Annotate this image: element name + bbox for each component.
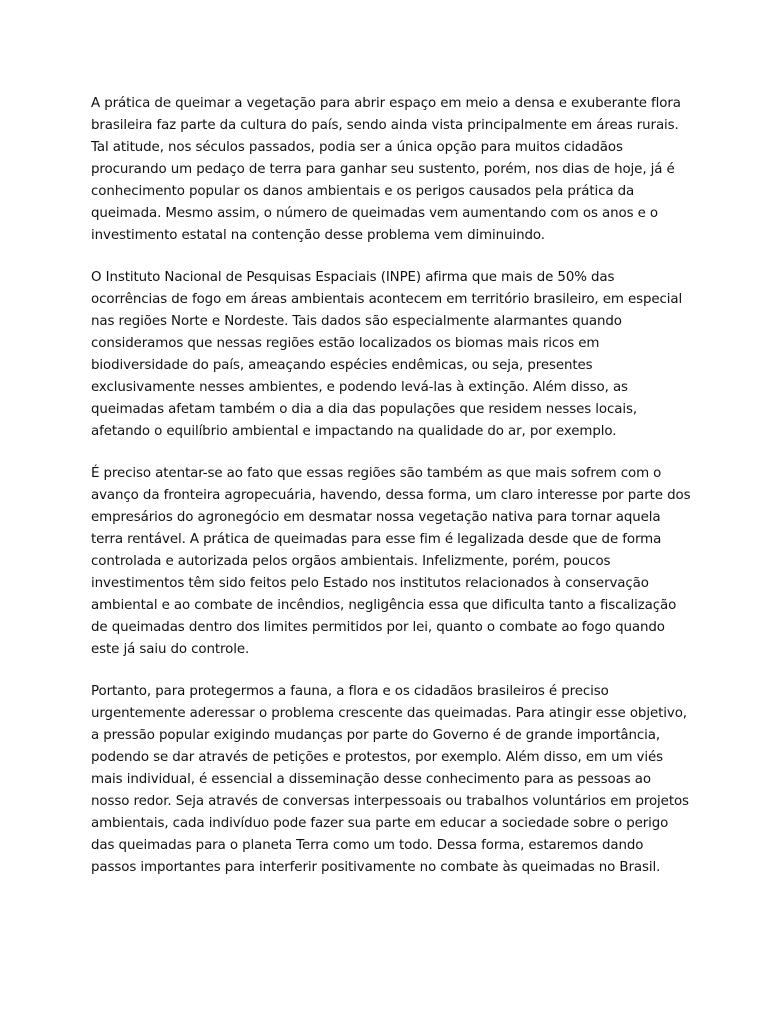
paragraph-2: O Instituto Nacional de Pesquisas Espaciais (INPE) afirma que mais de 50% das ocorrências de fogo em áreas ambientais acontecem em território brasileiro, em especial nas regiões Norte e Nordeste. Tais dados são especialmente alarmantes quando consideramos que nessas regiões estão localizados os biomas mais ricos em biodiversidade do país, ameaçando espécies endêmicas, ou seja, presentes exclusivamente nesses ambientes, e podendo levá-las à extinção. Além disso, as queimadas afetam também o dia a dia das populações que residem nesses locais, afetando o equilíbrio ambiental e impactando na qualidade do ar, por exemplo. (91, 270, 683, 439)
document-body (91, 93, 691, 899)
paragraph-1: A prática de queimar a vegetação para abrir espaço em meio a densa e exuberante flora brasileira faz parte da cultura do país, sendo ainda vista principalmente em áreas rurais. Tal atitude, nos séculos passados, podia ser a única opção para muitos cidadãos procurando um pedaço de terra para ganhar seu sustento, porém, nos dias de hoje, já é conhecimento popular os danos ambientais e os perigos causados pela prática da queimada. Mesmo assim, o número de queimadas vem aumentando com os anos e o investimento estatal na contenção desse problema vem diminuindo. (91, 96, 681, 243)
paragraph-4: Portanto, para protegermos a fauna, a flora e os cidadãos brasileiros é preciso urgentemente aderessar o problema crescente das queimadas. Para atingir esse objetivo, a pressão popular exigindo mudanças por parte do Governo é de grande importância, podendo se dar através de petições e protestos, por exemplo. Além disso, em um viés mais individual, é essencial a disseminação desse conhecimento para as pessoas ao nosso redor. Seja através de conversas interpessoais ou trabalhos voluntários em projetos ambientais, cada indivíduo pode fazer sua parte em educar a sociedade sobre o perigo das queimadas para o planeta Terra como um todo. Dessa forma, estaremos dando passos importantes para interferir positivamente no combate às queimadas no Brasil. (91, 684, 689, 875)
paragraph-3: É preciso atentar-se ao fato que essas regiões são também as que mais sofrem com o avanço da fronteira agropecuária, havendo, dessa forma, um claro interesse por parte dos empresários do agronegócio em desmatar nossa vegetação nativa para tornar aquela terra rentável. A prática de queimadas para esse fim é legalizada desde que de forma controlada e autorizada pelos orgãos ambientais. Infelizmente, porém, poucos investimentos têm sido feitos pelo Estado nos institutos relacionados à conservação ambiental e ao combate de incêndios, negligência essa que dificulta tanto a fiscalização de queimadas dentro dos limites permitidos por lei, quanto o combate ao fogo quando este já saiu do controle. (91, 466, 691, 657)
